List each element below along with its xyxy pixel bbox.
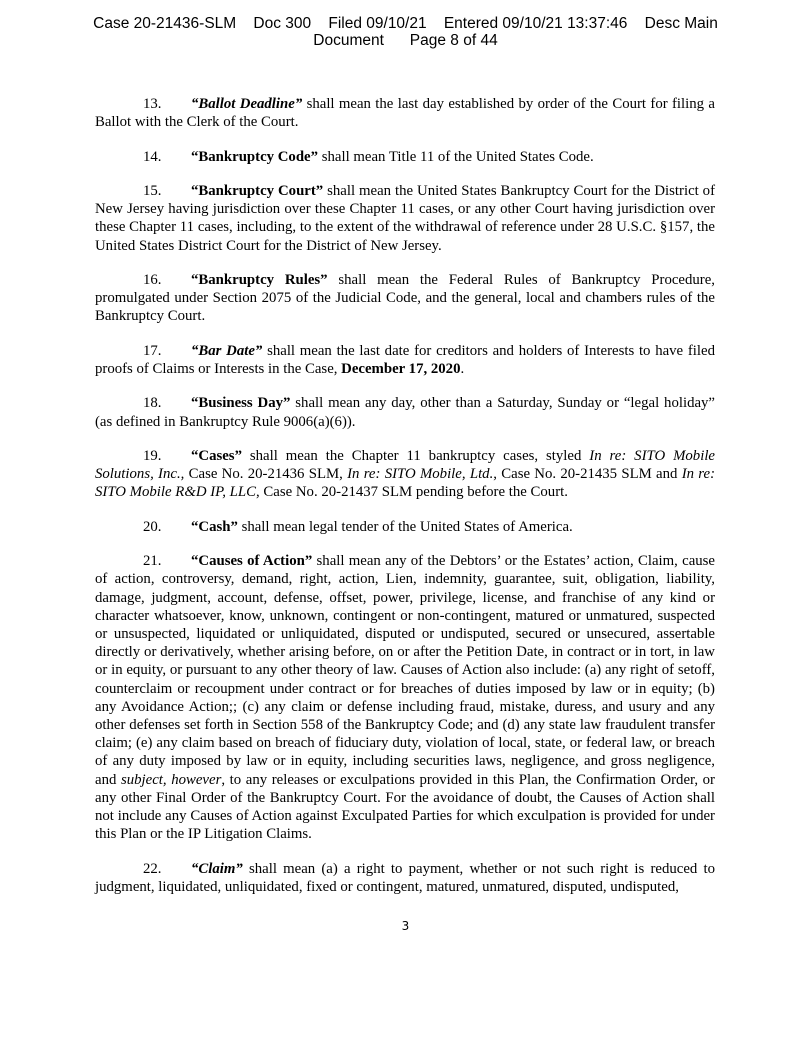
definition-16: 16. “Bankruptcy Rules” shall mean the Federal Rules of Bankruptcy Procedure, promulgated under Section 2075 of the Judicial Code, and the general, local and chambers rules of the Bankruptcy Court. — [95, 271, 715, 325]
defined-term: “Bankruptcy Code” — [191, 148, 319, 165]
document-body — [95, 95, 715, 912]
definition-17: 17. “Bar Date” shall mean the last date for creditors and holders of Interests to have filed proofs of Claims or Interests in the Case, December 17, 2020. — [95, 342, 715, 377]
definition-20: 20. “Cash” shall mean legal tender of the United States of America. — [143, 518, 573, 535]
definition-14: 14. “Bankruptcy Code” shall mean Title 11 of the United States Code. — [143, 148, 594, 165]
defined-term: “Cases” — [191, 447, 242, 464]
case-header-line-1: Case 20-21436-SLM Doc 300 Filed 09/10/21 Entered 09/10/21 13:37:46 Desc Main — [93, 15, 718, 32]
defined-term: “Bankruptcy Court” — [191, 182, 324, 199]
definition-21: 21. “Causes of Action” shall mean any of the Debtors’ or the Estates’ action, Claim, cause of action, controversy, demand, right, action, Lien, indemnity, guarantee, suit, obligation, liability, damage, judgment, account, defense, offset, power, privilege, license, and franchise of any kind or character whatsoever, know, unknown, contingent or non-contingent, matured or unmatured, suspected or unsuspected, liquidated or unliquidated, disputed or undisputed, secured or unsecured, assertable directly or derivatively, whether arising before, on or after the Petition Date, in contract or in tort, in law or in equity, or pursuant to any other theory of law. Causes of Action also include: (a) any right of setoff, counterclaim or recoupment under contract or for breaches of duties imposed by law or in equity; (b) any Avoidance Action;; (c) any claim or defense including fraud, mistake, duress, and usury and any other defenses set forth in Section 558 of the Bankruptcy Code; and (d) any state law fraudulent transfer claim; (e) any claim based on breach of fiduciary duty, violation of local, state, or federal law, or breach of any duty imposed by law or in equity, including securities laws, negligence, and gross negligence, and subject, however, to any releases or exculpations provided in this Plan, the Confirmation Order, or any other Final Order of the Bankruptcy Court. For the avoidance of doubt, the Causes of Action shall not include any Causes of Action against Exculpated Parties for which exculpation is provided for under this Plan or the IP Litigation Claims. — [95, 553, 715, 843]
case-style: In re: SITO Mobile, Ltd. — [347, 466, 494, 483]
bar-date-value: December 17, 2020 — [341, 360, 461, 377]
definition-13: 13. “Ballot Deadline” shall mean the last day established by order of the Court for filing a Ballot with the Clerk of the Court. — [95, 96, 715, 131]
defined-term: “Causes of Action” — [191, 553, 313, 570]
case-header-line-2: Document Page 8 of 44 — [313, 32, 498, 49]
definition-18: 18. “Business Day” shall mean any day, other than a Saturday, Sunday or “legal holiday” (as defined in Bankruptcy Rule 9006(a)(6)). — [95, 395, 716, 430]
definition-19: 19. “Cases” shall mean the Chapter 11 bankruptcy cases, styled In re: SITO Mobile Solutions, Inc., Case No. 20-21436 SLM, In re: SITO Mobile, Ltd., Case No. 20-21435 SLM and In re: SITO Mobile R&D IP, LLC, Case No. 20-21437 SLM pending before the Court. — [95, 447, 715, 501]
defined-term: “Bar Date” — [191, 342, 263, 359]
definition-15: 15. “Bankruptcy Court” shall mean the United States Bankruptcy Court for the District of New Jersey having jurisdiction over these Chapter 11 cases, or any other Court having jurisdiction over these Chapter 11 cases, including, to the extent of the withdrawal of reference under 28 U.S.C. §157, the United States District Court for the District of New Jersey. — [95, 182, 716, 254]
defined-term: “Bankruptcy Rules” — [191, 271, 328, 288]
defined-term: “Cash” — [191, 518, 238, 535]
page-number: 3 — [401, 919, 410, 933]
case-style: In re: SITO Mobile Solutions, Inc., — [95, 447, 715, 483]
case-style: In re: SITO Mobile R&D IP, LLC — [95, 466, 715, 501]
defined-term: “Business Day” — [191, 395, 291, 412]
defined-term: “Claim” — [191, 860, 243, 877]
defined-term: “Ballot Deadline” — [191, 96, 303, 112]
definition-22: 22. “Claim” shall mean (a) a right to payment, whether or not such right is reduced to judgment, liquidated, unliquidated, fixed or contingent, matured, unmatured, disputed, undisputed, — [95, 860, 715, 895]
